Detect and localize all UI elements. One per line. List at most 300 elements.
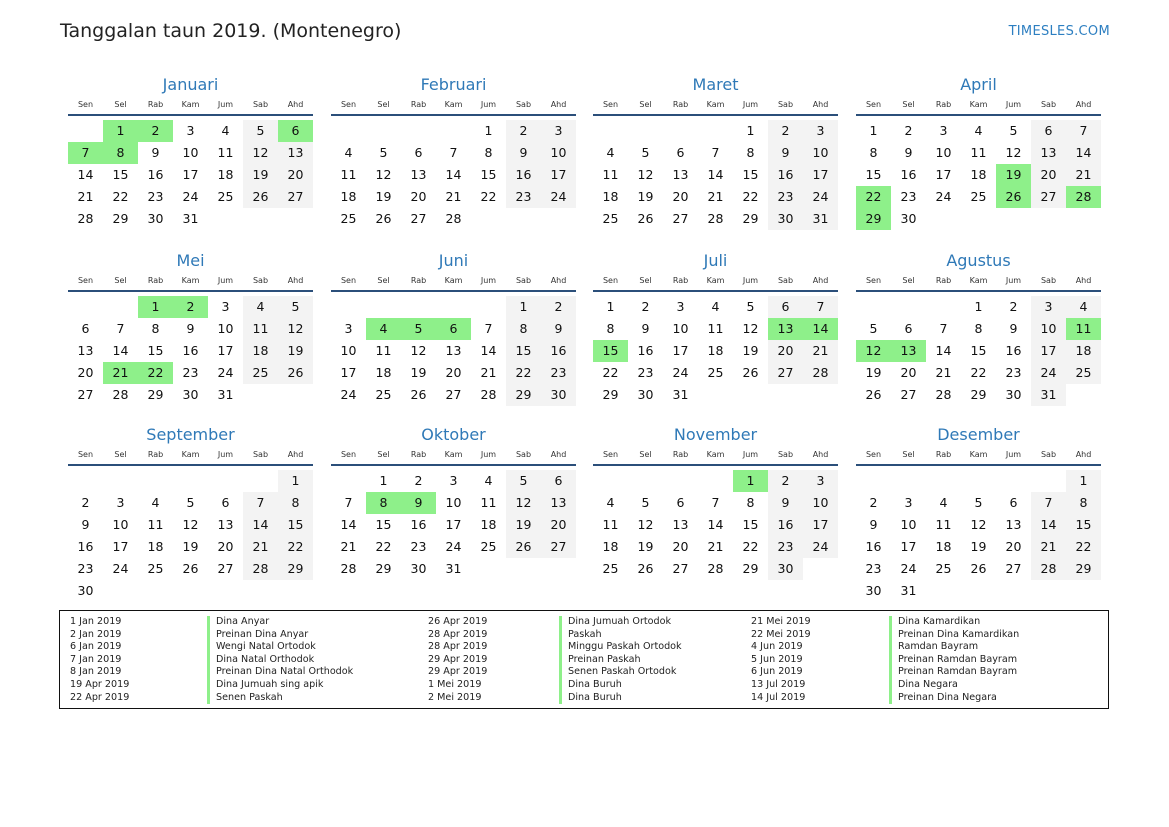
day-cell: 5 xyxy=(379,145,388,160)
day-cell: 14 xyxy=(445,167,462,182)
day-cell: 20 xyxy=(217,539,234,554)
day-cell: 21 xyxy=(935,365,952,380)
holiday-day-cell: 6 xyxy=(436,318,471,340)
day-cell: 5 xyxy=(974,495,983,510)
month-title: Juli xyxy=(703,251,728,270)
day-cell: 5 xyxy=(1009,123,1018,138)
weekday-label: Ahd xyxy=(287,450,304,459)
day-cell: 17 xyxy=(803,514,838,536)
day-cell: 31 xyxy=(182,211,199,226)
day-cell: 12 xyxy=(637,517,654,532)
holiday-day-cell: 11 xyxy=(1066,318,1101,340)
day-cell: 17 xyxy=(182,167,199,182)
day-cell: 9 xyxy=(641,321,650,336)
day-cell: 29 xyxy=(1066,558,1101,580)
day-grid xyxy=(331,296,576,406)
empty-cell xyxy=(856,470,891,492)
day-cell: 26 xyxy=(970,561,987,576)
day-cell: 24 xyxy=(803,536,838,558)
day-cell: 10 xyxy=(217,321,234,336)
weekday-label: Jum xyxy=(742,276,759,285)
day-cell: 23 xyxy=(147,189,164,204)
day-cell: 1 xyxy=(278,470,313,492)
holiday-day-cell: 22 xyxy=(856,186,891,208)
day-cell: 20 xyxy=(1005,539,1022,554)
weekday-header xyxy=(856,98,1101,116)
day-cell: 27 xyxy=(217,561,234,576)
day-cell: 4 xyxy=(974,123,983,138)
day-cell: 17 xyxy=(900,539,917,554)
day-cell: 15 xyxy=(375,517,392,532)
day-cell: 10 xyxy=(1031,318,1066,340)
day-cell: 13 xyxy=(217,517,234,532)
empty-cell xyxy=(68,120,103,142)
month-title: Desember xyxy=(937,425,1020,444)
day-cell: 16 xyxy=(541,340,576,362)
day-cell: 20 xyxy=(410,189,427,204)
weekday-label: Ahd xyxy=(812,276,829,285)
day-cell: 21 xyxy=(707,189,724,204)
day-cell: 30 xyxy=(865,583,882,598)
legend-holiday-name: Dina Negara xyxy=(898,678,958,690)
day-cell: 28 xyxy=(707,211,724,226)
weekday-label: Sel xyxy=(377,450,390,459)
legend-date: 28 Apr 2019 xyxy=(428,628,488,640)
day-cell: 28 xyxy=(445,211,462,226)
day-cell: 20 xyxy=(445,365,462,380)
empty-cell xyxy=(926,470,961,492)
day-cell: 27 xyxy=(410,211,427,226)
month-agustus xyxy=(856,251,1101,406)
day-cell: 9 xyxy=(768,142,803,164)
day-cell: 10 xyxy=(900,517,917,532)
holiday-day-cell: 19 xyxy=(996,164,1031,186)
weekday-label: Ahd xyxy=(812,100,829,109)
day-cell: 27 xyxy=(77,387,94,402)
day-cell: 28 xyxy=(112,387,129,402)
day-cell: 13 xyxy=(672,517,689,532)
day-cell: 21 xyxy=(340,539,357,554)
day-cell: 3 xyxy=(344,321,353,336)
weekday-label: Kam xyxy=(444,100,463,109)
month-juni xyxy=(331,251,576,406)
day-cell: 3 xyxy=(541,120,576,142)
day-cell: 25 xyxy=(1066,362,1101,384)
weekday-label: Jum xyxy=(1005,100,1022,109)
legend-dates-column xyxy=(751,616,811,704)
legend-date: 1 Mei 2019 xyxy=(428,678,482,690)
day-cell: 3 xyxy=(676,299,685,314)
holiday-day-cell: 5 xyxy=(401,318,436,340)
day-cell: 2 xyxy=(541,296,576,318)
day-cell: 14 xyxy=(1031,514,1066,536)
month-title: Januari xyxy=(162,75,219,94)
day-cell: 26 xyxy=(865,387,882,402)
weekday-label: Rab xyxy=(410,276,427,285)
day-cell: 9 xyxy=(1009,321,1018,336)
weekday-label: Rab xyxy=(410,450,427,459)
weekday-label: Sab xyxy=(252,450,269,459)
day-cell: 23 xyxy=(410,539,427,554)
legend-holiday-name: Preinan Dina Kamardikan xyxy=(898,628,1020,640)
day-cell: 24 xyxy=(340,387,357,402)
empty-cell xyxy=(698,120,733,142)
legend-date: 29 Apr 2019 xyxy=(428,653,488,665)
holiday-day-cell: 29 xyxy=(856,208,891,230)
day-cell: 14 xyxy=(112,343,129,358)
day-cell: 18 xyxy=(217,167,234,182)
weekday-label: Sab xyxy=(252,100,269,109)
weekday-label: Ahd xyxy=(550,276,567,285)
day-cell: 2 xyxy=(904,123,913,138)
empty-cell xyxy=(926,296,961,318)
day-cell: 11 xyxy=(217,145,234,160)
weekday-label: Rab xyxy=(147,100,164,109)
day-cell: 26 xyxy=(506,536,541,558)
legend-date: 6 Jun 2019 xyxy=(751,666,803,678)
month-title: Maret xyxy=(692,75,739,94)
day-cell: 1 xyxy=(974,299,983,314)
empty-cell xyxy=(366,296,401,318)
day-cell: 11 xyxy=(147,517,164,532)
day-cell: 31 xyxy=(1031,384,1066,406)
day-cell: 7 xyxy=(243,492,278,514)
holiday-day-cell: 6 xyxy=(278,120,313,142)
day-cell: 29 xyxy=(742,211,759,226)
weekday-label: Kam xyxy=(969,100,988,109)
day-cell: 1 xyxy=(746,123,755,138)
holiday-day-cell: 4 xyxy=(366,318,401,340)
empty-cell xyxy=(138,470,173,492)
day-cell: 22 xyxy=(480,189,497,204)
weekday-header xyxy=(593,274,838,292)
day-cell: 21 xyxy=(480,365,497,380)
day-cell: 3 xyxy=(803,470,838,492)
month-title: Juni xyxy=(438,251,469,270)
weekday-label: Ahd xyxy=(812,450,829,459)
empty-cell xyxy=(243,470,278,492)
day-grid xyxy=(331,120,576,230)
day-cell: 25 xyxy=(147,561,164,576)
month-maret xyxy=(593,75,838,230)
day-cell: 28 xyxy=(340,561,357,576)
weekday-label: Rab xyxy=(935,100,952,109)
day-cell: 6 xyxy=(1009,495,1018,510)
day-cell: 22 xyxy=(742,539,759,554)
day-cell: 13 xyxy=(77,343,94,358)
weekday-label: Jum xyxy=(1005,276,1022,285)
day-cell: 17 xyxy=(217,343,234,358)
brand-link[interactable]: TIMESLES.COM xyxy=(1008,24,1110,39)
weekday-label: Rab xyxy=(935,450,952,459)
day-cell: 18 xyxy=(340,189,357,204)
day-cell: 24 xyxy=(935,189,952,204)
day-cell: 3 xyxy=(939,123,948,138)
day-cell: 5 xyxy=(278,296,313,318)
weekday-label: Sab xyxy=(777,276,794,285)
empty-cell xyxy=(331,120,366,142)
day-cell: 12 xyxy=(410,343,427,358)
day-cell: 18 xyxy=(970,167,987,182)
month-november xyxy=(593,425,838,580)
day-cell: 26 xyxy=(278,362,313,384)
day-cell: 25 xyxy=(602,211,619,226)
weekday-label: Jum xyxy=(217,450,234,459)
day-cell: 16 xyxy=(147,167,164,182)
day-cell: 10 xyxy=(112,517,129,532)
weekday-label: Jum xyxy=(217,276,234,285)
day-cell: 19 xyxy=(506,514,541,536)
day-cell: 1 xyxy=(869,123,878,138)
legend-holiday-name: Paskah xyxy=(568,628,602,640)
day-cell: 19 xyxy=(970,539,987,554)
weekday-header xyxy=(593,98,838,116)
weekday-label: Sel xyxy=(114,276,127,285)
empty-cell xyxy=(856,296,891,318)
day-cell: 16 xyxy=(77,539,94,554)
legend-holiday-name: Dina Buruh xyxy=(568,678,622,690)
day-cell: 11 xyxy=(970,145,987,160)
empty-cell xyxy=(593,120,628,142)
day-cell: 27 xyxy=(1031,186,1066,208)
weekday-label: Sen xyxy=(602,450,619,459)
day-cell: 13 xyxy=(672,167,689,182)
day-cell: 4 xyxy=(344,145,353,160)
day-cell: 20 xyxy=(672,539,689,554)
day-cell: 16 xyxy=(865,539,882,554)
weekday-label: Kam xyxy=(181,100,200,109)
day-cell: 22 xyxy=(970,365,987,380)
day-cell: 19 xyxy=(410,365,427,380)
weekday-label: Sel xyxy=(639,450,652,459)
day-grid xyxy=(331,470,576,580)
empty-cell xyxy=(996,470,1031,492)
day-cell: 1 xyxy=(606,299,615,314)
day-cell: 10 xyxy=(182,145,199,160)
day-cell: 10 xyxy=(672,321,689,336)
day-cell: 31 xyxy=(803,208,838,230)
day-cell: 25 xyxy=(970,189,987,204)
day-cell: 8 xyxy=(278,492,313,514)
day-cell: 15 xyxy=(742,517,759,532)
day-cell: 16 xyxy=(506,164,541,186)
weekday-label: Jum xyxy=(742,100,759,109)
empty-cell xyxy=(208,470,243,492)
day-cell: 18 xyxy=(935,539,952,554)
holiday-day-cell: 22 xyxy=(138,362,173,384)
day-cell: 6 xyxy=(221,495,230,510)
day-cell: 20 xyxy=(1031,164,1066,186)
day-cell: 18 xyxy=(602,189,619,204)
day-cell: 20 xyxy=(77,365,94,380)
day-cell: 7 xyxy=(116,321,125,336)
weekday-label: Sab xyxy=(515,276,532,285)
day-cell: 29 xyxy=(147,387,164,402)
legend-date: 1 Jan 2019 xyxy=(70,616,122,627)
day-cell: 25 xyxy=(217,189,234,204)
day-grid xyxy=(856,296,1101,406)
day-cell: 26 xyxy=(243,186,278,208)
day-cell: 4 xyxy=(606,145,615,160)
empty-cell xyxy=(628,470,663,492)
day-cell: 3 xyxy=(449,473,458,488)
legend-holiday-name: Dina Jumuah sing apik xyxy=(216,678,324,690)
day-cell: 2 xyxy=(768,120,803,142)
holiday-day-cell: 14 xyxy=(803,318,838,340)
day-cell: 8 xyxy=(1066,492,1101,514)
weekday-header xyxy=(331,98,576,116)
month-januari xyxy=(68,75,313,230)
holiday-day-cell: 21 xyxy=(103,362,138,384)
day-cell: 21 xyxy=(707,539,724,554)
day-cell: 23 xyxy=(1005,365,1022,380)
day-cell: 15 xyxy=(278,514,313,536)
day-cell: 3 xyxy=(221,299,230,314)
day-cell: 16 xyxy=(768,164,803,186)
empty-cell xyxy=(401,120,436,142)
day-cell: 5 xyxy=(641,145,650,160)
day-cell: 25 xyxy=(480,539,497,554)
day-cell: 4 xyxy=(606,495,615,510)
holiday-day-cell: 8 xyxy=(366,492,401,514)
day-grid xyxy=(68,296,313,406)
day-cell: 11 xyxy=(602,167,619,182)
legend-date: 8 Jan 2019 xyxy=(70,666,122,678)
legend-holiday-name: Preinan Ramdan Bayram xyxy=(898,653,1018,665)
day-cell: 7 xyxy=(484,321,493,336)
empty-cell xyxy=(628,120,663,142)
day-cell: 4 xyxy=(939,495,948,510)
day-cell: 31 xyxy=(217,387,234,402)
day-cell: 21 xyxy=(803,340,838,362)
day-cell: 6 xyxy=(904,321,913,336)
legend-dates-column xyxy=(70,616,129,704)
day-cell: 9 xyxy=(81,517,90,532)
weekday-label: Sen xyxy=(340,276,357,285)
day-cell: 6 xyxy=(676,145,685,160)
day-cell: 5 xyxy=(186,495,195,510)
legend-date: 21 Mei 2019 xyxy=(751,616,811,627)
legend-date: 29 Apr 2019 xyxy=(428,666,488,678)
legend-holiday-name: Senen Paskah xyxy=(216,691,283,703)
day-cell: 27 xyxy=(672,561,689,576)
day-cell: 23 xyxy=(768,186,803,208)
day-cell: 22 xyxy=(506,362,541,384)
day-cell: 17 xyxy=(803,164,838,186)
day-cell: 10 xyxy=(445,495,462,510)
day-cell: 18 xyxy=(375,365,392,380)
page-title: Tanggalan taun 2019. (Montenegro) xyxy=(60,20,402,42)
month-title: November xyxy=(673,425,758,444)
day-cell: 6 xyxy=(541,470,576,492)
legend-names-column xyxy=(559,616,682,704)
day-cell: 15 xyxy=(742,167,759,182)
day-cell: 11 xyxy=(340,167,357,182)
weekday-label: Kam xyxy=(969,276,988,285)
legend-date: 2 Jan 2019 xyxy=(70,628,122,640)
weekday-label: Ahd xyxy=(287,276,304,285)
weekday-label: Sen xyxy=(77,100,94,109)
day-cell: 29 xyxy=(742,561,759,576)
weekday-label: Sen xyxy=(77,276,94,285)
day-cell: 9 xyxy=(869,517,878,532)
day-cell: 2 xyxy=(506,120,541,142)
weekday-label: Rab xyxy=(147,276,164,285)
day-cell: 6 xyxy=(414,145,423,160)
day-cell: 8 xyxy=(974,321,983,336)
weekday-label: Kam xyxy=(181,450,200,459)
day-cell: 27 xyxy=(278,186,313,208)
day-cell: 7 xyxy=(803,296,838,318)
day-grid xyxy=(856,470,1101,602)
day-cell: 25 xyxy=(340,211,357,226)
day-cell: 10 xyxy=(340,343,357,358)
empty-cell xyxy=(331,470,366,492)
month-september xyxy=(68,425,313,602)
weekday-label: Sen xyxy=(340,100,357,109)
weekday-label: Sel xyxy=(377,276,390,285)
holiday-day-cell: 26 xyxy=(996,186,1031,208)
day-cell: 14 xyxy=(480,343,497,358)
day-cell: 10 xyxy=(935,145,952,160)
day-cell: 28 xyxy=(707,561,724,576)
day-cell: 4 xyxy=(243,296,278,318)
day-cell: 26 xyxy=(410,387,427,402)
day-cell: 2 xyxy=(81,495,90,510)
day-cell: 20 xyxy=(278,164,313,186)
day-cell: 12 xyxy=(375,167,392,182)
day-cell: 6 xyxy=(81,321,90,336)
day-cell: 9 xyxy=(186,321,195,336)
day-cell: 21 xyxy=(77,189,94,204)
holiday-day-cell: 9 xyxy=(401,492,436,514)
day-cell: 18 xyxy=(147,539,164,554)
day-cell: 16 xyxy=(410,517,427,532)
day-cell: 11 xyxy=(602,517,619,532)
day-cell: 11 xyxy=(480,495,497,510)
day-cell: 29 xyxy=(112,211,129,226)
day-cell: 14 xyxy=(935,343,952,358)
weekday-label: Sen xyxy=(602,276,619,285)
weekday-label: Kam xyxy=(706,276,725,285)
weekday-label: Rab xyxy=(935,276,952,285)
legend-holiday-name: Preinan Dina Anyar xyxy=(216,628,309,640)
day-cell: 1 xyxy=(1066,470,1101,492)
day-cell: 14 xyxy=(1066,142,1101,164)
legend-date: 5 Jun 2019 xyxy=(751,653,803,665)
legend-date: 6 Jan 2019 xyxy=(70,641,122,653)
day-cell: 28 xyxy=(1031,558,1066,580)
day-cell: 26 xyxy=(375,211,392,226)
weekday-label: Kam xyxy=(181,276,200,285)
day-cell: 30 xyxy=(768,558,803,580)
weekday-label: Sen xyxy=(865,450,882,459)
legend-date: 7 Jan 2019 xyxy=(70,653,122,665)
day-cell: 5 xyxy=(641,495,650,510)
day-cell: 19 xyxy=(182,539,199,554)
weekday-header xyxy=(68,448,313,466)
legend-date: 2 Mei 2019 xyxy=(428,691,482,703)
day-cell: 3 xyxy=(186,123,195,138)
day-cell: 14 xyxy=(77,167,94,182)
weekday-label: Sab xyxy=(777,450,794,459)
weekday-label: Rab xyxy=(672,100,689,109)
day-cell: 13 xyxy=(278,142,313,164)
day-cell: 18 xyxy=(1066,340,1101,362)
day-cell: 10 xyxy=(803,492,838,514)
day-cell: 15 xyxy=(147,343,164,358)
day-cell: 7 xyxy=(939,321,948,336)
